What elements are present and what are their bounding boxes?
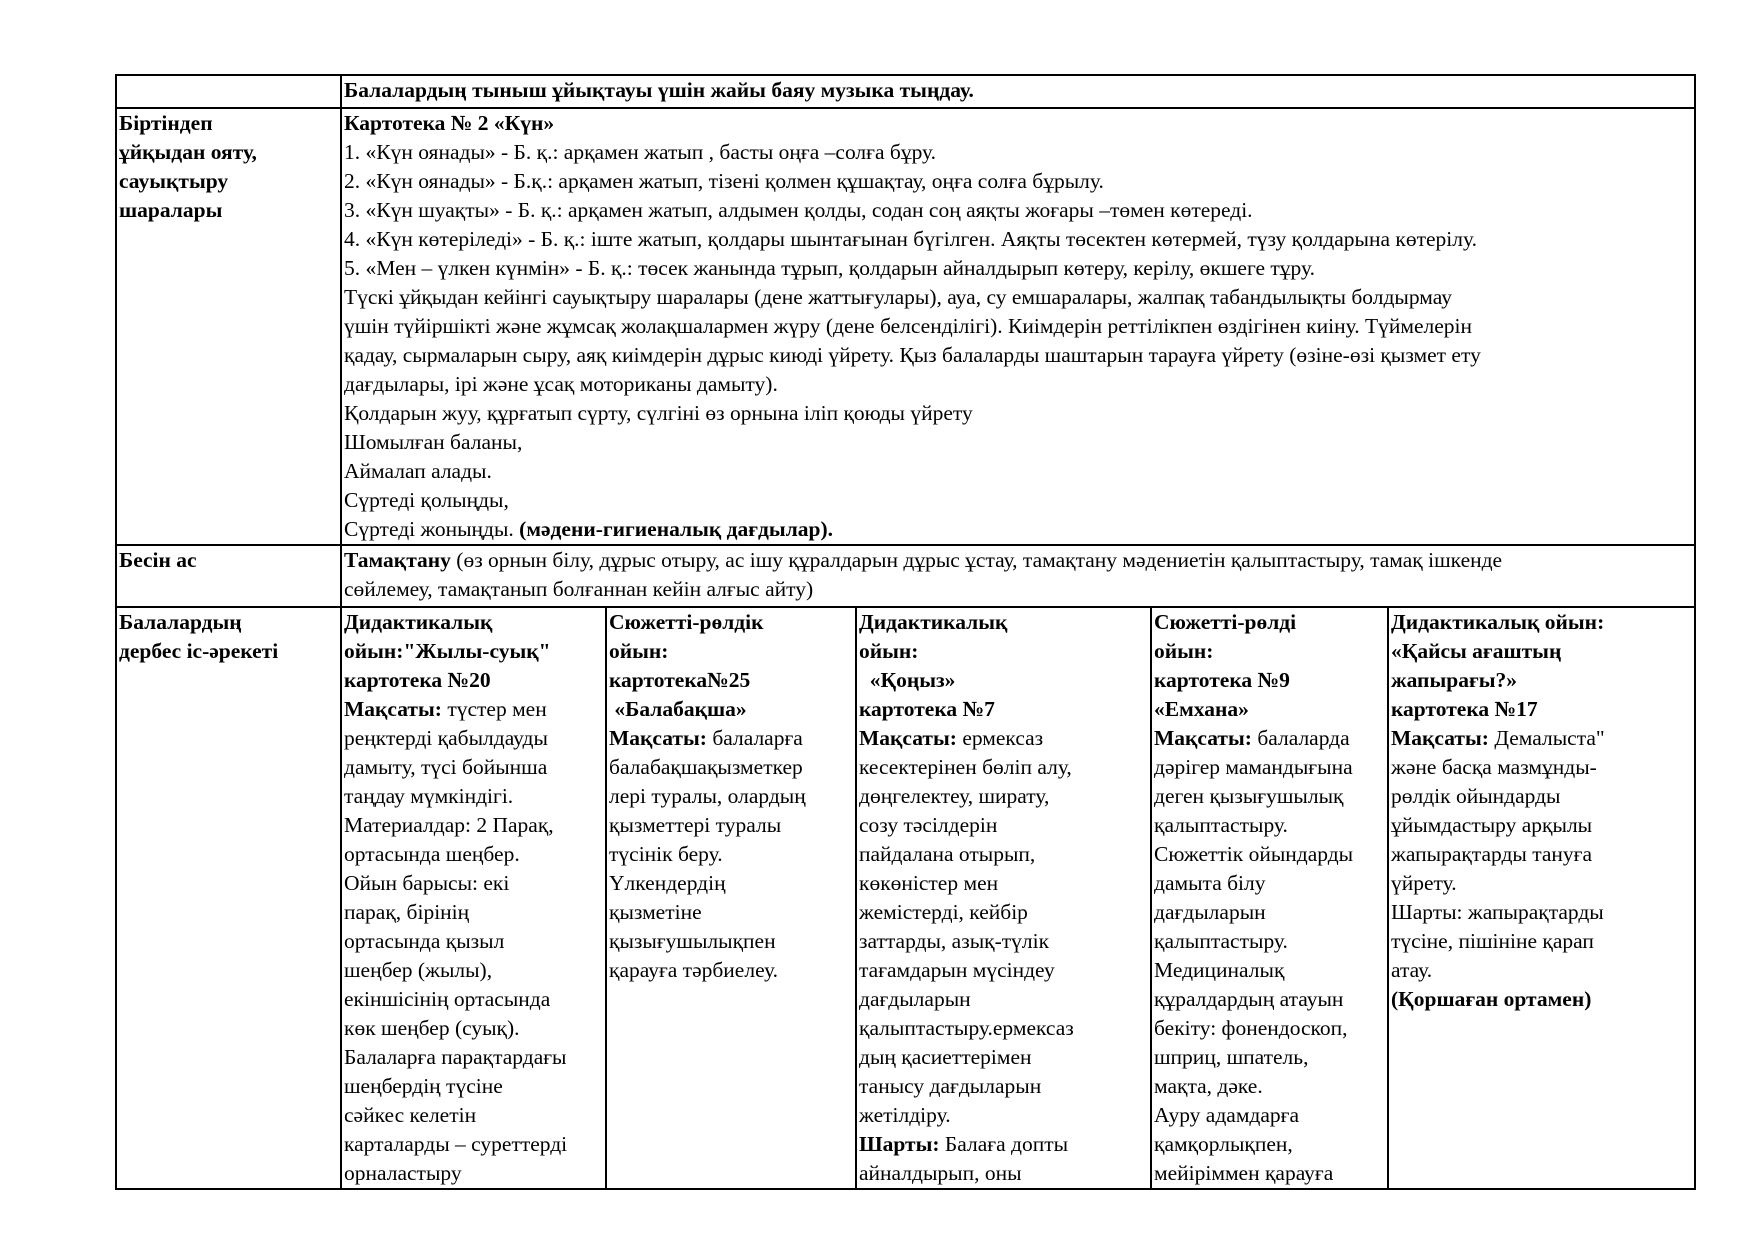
row-music-text: Балалардың тыныш ұйықтауы үшін жайы баяу музыка тыңдау. [341,75,1695,108]
label-line: Біртіндеп [119,111,213,135]
game-title: жапырағы?» [1391,668,1517,692]
text-line: екіншісінің ортасында [344,987,551,1011]
row-snack-content [341,545,1695,607]
text-line: Ойын барысы: екі [344,871,510,895]
game-title: картотека №9 [1154,668,1290,692]
activity-col-5 [1388,607,1695,1189]
game-title: Дидактикалық [344,610,493,634]
text-line: реңктерді қабылдауды [344,726,548,750]
text-line: рөлдік ойындарды [1391,784,1561,808]
snack-line-1 [344,546,1694,575]
text-line: дамыта білу [1154,871,1266,895]
label-line: ұйқыдан ояту, [119,140,257,164]
text-line: ортасында шеңбер. [344,842,520,866]
rule-text: Балаға допты [939,1132,1069,1156]
text-line: түсінік беру. [609,842,723,866]
text-line: дамыту, түсі бойынша [344,755,548,779]
poem-tag: (мәдени-гигиеналық дағдылар). [519,517,834,541]
poem-line: Аймалап алады. [344,459,492,483]
paragraph-line: Түскі ұйқыдан кейінгі сауықтыру шаралары (дене жаттығулары), ауа, су емшаралары, жалпақ табандылықты болдырмау [344,285,1452,309]
poem-last-line [344,515,1694,544]
row-snack-label: Бесін ас [116,545,341,607]
text-line: Ауру адамдарға [1154,1103,1300,1127]
text-line: дөңгелектеу, ширату, [859,784,1050,808]
text-line: жетілдіру. [859,1103,951,1127]
text-line: мейіріммен қарауға [1154,1161,1334,1185]
game-title: Сюжетті-рөлді [1154,610,1297,634]
goal-label: Мақсаты: [1154,726,1252,750]
text-line: заттарды, азық-түлік [859,929,1050,953]
row-activity-label [116,607,341,1189]
text-line: айналдырып, оны [859,1161,1022,1185]
text-line: Шарты: жапырақтарды [1391,900,1604,924]
text-line: дәрігер мамандығына [1154,755,1353,779]
label-line: дербес іс-әрекеті [119,639,279,663]
text-line: тағамдарын мүсіндеу [859,958,1055,982]
row-music-label [116,75,341,108]
game-title: картотека №17 [1391,697,1538,721]
goal-line [1391,724,1694,753]
exercise-item: 5. «Мен – үлкен күнмін» - Б. қ.: төсек жанында тұрып, қолдарын айналдырып көтеру, керілу, өкшеге тұру. [344,256,1315,280]
goal-text: түстер мен [441,697,547,721]
text-line: балабақшақызметкер [609,755,803,779]
text-line: лері туралы, олардың [609,784,806,808]
text-line: дың қасиеттерімен [859,1045,1032,1069]
poem-line: Сүртеді қолыңды, [344,488,509,512]
game-title: «Емхана» [1154,697,1249,721]
snack-bold: Тамақтану [344,548,451,572]
row-wakeup-label [116,108,341,545]
text-line: құралдардың атауын [1154,987,1344,1011]
row-wakeup [116,108,1695,545]
game-title: «Балабақша» [609,697,747,721]
text-line: қызығушылықпен [609,929,776,953]
game-title: «Қайсы ағаштың [1391,639,1562,663]
wakeup-title: Картотека № 2 «Күн» [344,111,555,135]
text-line: және басқа мазмұнды- [1391,755,1597,779]
text-line: қызметтері туралы [609,813,782,837]
text-line: үйрету. [1391,871,1457,895]
text-line: танысу дағдыларын [859,1074,1042,1098]
snack-text: (өз орнын білу, дұрыс отыру, ас ішу құралдарын дұрыс ұстау, тамақтану мәдениетін қалыптастыру, тамақ ішкенде [450,548,1503,572]
game-title: Дидактикалық ойын: [1391,610,1605,634]
text-line: созу тәсілдерін [859,813,998,837]
handwash-line: Қолдарын жуу, құрғатып сүрту, сүлгіні өз орнына іліп қоюды үйрету [344,401,973,425]
text-line: шеңбер (жылы), [344,958,493,982]
goal-label: Мақсаты: [344,697,442,721]
poem-line: Шомылған баланы, [344,430,523,454]
goal-line [344,695,605,724]
text-line: шприц, шпатель, [1154,1045,1309,1069]
text-line: қарауға тәрбиелеу. [609,958,779,982]
goal-line [1154,724,1387,753]
game-title: картотека№25 [609,668,751,692]
text-line: таңдау мүмкіндігі. [344,784,514,808]
snack-line-2: сөйлемеу, тамақтанып болғаннан кейін алғыс айту) [344,577,814,601]
schedule-table [115,74,1696,1190]
text-line: мақта, дәке. [1154,1074,1263,1098]
text-line: жемістерді, кейбір [859,900,1028,924]
goal-text: ермексаз [956,726,1044,750]
goal-line [609,724,855,753]
text-line: кесектерінен бөліп алу, [859,755,1072,779]
exercise-item: 3. «Күн шуақты» - Б. қ.: арқамен жатып, алдымен қолды, содан соң аяқты жоғары –төмен көтереді. [344,198,1253,222]
activity-col-1 [341,607,606,1189]
goal-label: Мақсаты: [609,726,707,750]
goal-label: Мақсаты: [1391,726,1489,750]
game-title: ойын: [1154,639,1214,663]
goal-label: Мақсаты: [859,726,957,750]
text-line: дағдыларын [1154,900,1266,924]
text-line: қалыптастыру. [1154,929,1288,953]
label-line: сауықтыру [119,169,229,193]
text-line: қалыптастыру. [1154,813,1288,837]
label-line: Балалардың [119,610,242,634]
goal-text: балаларға [706,726,803,750]
game-title: картотека №20 [344,668,491,692]
row-wakeup-content [341,108,1695,545]
text-line: Үлкендердің [609,871,726,895]
text-line: пайдалана отырып, [859,842,1036,866]
row-activity [116,607,1695,1189]
text-line: дағдыларын [859,987,971,1011]
text-line: түсіне, пішініне қарап [1391,929,1594,953]
game-title: ойын: [609,639,669,663]
paragraph-line: үшін түйіршікті және жұмсақ жолақшалармен жүру (дене белсенділігі). Киімдерін реттілікпен өздігінен киіну. Түймелерін [344,314,1472,338]
text-line: көкөністер мен [859,871,999,895]
text-line: бекіту: фонендоскоп, [1154,1016,1348,1040]
rule-line [859,1130,1150,1159]
text-line: шеңбердің түсіне [344,1074,503,1098]
activity-col-4 [1151,607,1388,1189]
poem-last-text: Сүртеді жоныңды. [344,517,520,541]
topic-tag: (Қоршаған ортамен) [1391,987,1592,1011]
text-line: ұйымдастыру арқылы [1391,813,1593,837]
goal-line [859,724,1150,753]
text-line: көк шеңбер (суық). [344,1016,520,1040]
activity-col-3 [856,607,1151,1189]
text-line: қызметіне [609,900,702,924]
label-line: шаралары [119,198,223,222]
game-title: ойын: [859,639,919,663]
row-music [116,75,1695,108]
text-line: Сюжеттік ойындарды [1154,842,1354,866]
row-snack [116,545,1695,607]
text-line: орналастыру [344,1161,462,1185]
paragraph-line: қадау, сырмаларын сыру, аяқ киімдерін дұрыс киюді үйрету. Қыз балаларды шаштарын тарауға үйрету (өзіне-өзі қызмет ету [344,343,1481,367]
text-line: Медициналық [1154,958,1285,982]
text-line: ортасында қызыл [344,929,505,953]
exercise-item: 4. «Күн көтеріледі» - Б. қ.: іште жатып, қолдары шынтағынан бүгілген. Аяқты төсектен көтермей, түзу қолдарына көтерілу. [344,227,1477,251]
text-line: жапырақтарды тануға [1391,842,1593,866]
text-line: карталарды – суреттерді [344,1132,568,1156]
text-line: атау. [1391,958,1433,982]
text-line: Балаларға парақтардағы [344,1045,567,1069]
text-line: қамқорлықпен, [1154,1132,1293,1156]
text-line: деген қызығушылық [1154,784,1344,808]
activity-col-2 [606,607,856,1189]
game-title: Дидактикалық [859,610,1008,634]
game-title: Сюжетті-рөлдік [609,610,764,634]
exercise-item: 1. «Күн оянады» - Б. қ.: арқамен жатып , басты оңға –солға бұру. [344,140,937,164]
text-line: парақ, бірінің [344,900,470,924]
goal-text: Демалыста" [1488,726,1605,750]
game-title: картотека №7 [859,697,995,721]
text-line: Материалдар: 2 Парақ, [344,813,554,837]
text-line: қалыптастыру.ермексаз [859,1016,1074,1040]
exercise-item: 2. «Күн оянады» - Б.қ.: арқамен жатып, тізені қолмен құшақтау, оңға солға бұрылу. [344,169,1104,193]
text-line: сәйкес келетін [344,1103,477,1127]
game-title: ойын:"Жылы-суық" [344,639,551,663]
rule-label: Шарты: [859,1132,940,1156]
game-title: «Қоңыз» [859,668,956,692]
goal-text: балаларда [1251,726,1350,750]
paragraph-line: дағдылары, ірі және ұсақ моториканы дамыту). [344,372,778,396]
